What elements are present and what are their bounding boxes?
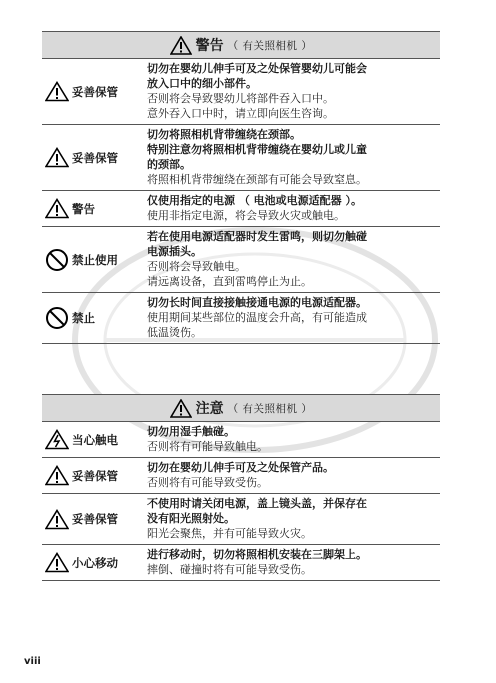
consequence-text: 请远离设备，直到雷鸣停止为止。 — [147, 275, 312, 288]
instruction-text: 切勿将照相机背带缠绕在颈部。 — [147, 128, 301, 141]
row-content — [147, 422, 440, 457]
consequence-text: 将照相机背带缠绕在颈部有可能会导致窒息。 — [147, 173, 367, 186]
row-content — [147, 191, 440, 226]
row-content — [147, 125, 440, 190]
row-label-text: 妥善保管 — [72, 468, 118, 483]
warning-triangle-icon — [45, 465, 72, 486]
warning-triangle-icon — [45, 81, 72, 102]
row-label-text: 妥善保管 — [72, 512, 118, 526]
instruction-text: 没有阳光照射处。 — [147, 512, 235, 525]
instruction-text: 若在使用电源适配器时发生雷鸣，则切勿触碰 — [147, 230, 367, 243]
prohibition-icon — [45, 248, 72, 272]
warning-triangle-icon — [170, 36, 192, 55]
warning-triangle-icon — [170, 399, 192, 418]
warning-section — [42, 31, 440, 344]
instruction-text: 仅使用指定的电源 （ 电池或电源适配器 ）。 — [147, 194, 362, 207]
caution-section-header — [42, 394, 440, 422]
row-label-text: 禁止使用 — [72, 252, 118, 267]
row-label — [42, 458, 147, 493]
table-row — [42, 545, 440, 581]
caution-rows — [42, 422, 440, 581]
instruction-text: 切勿在婴幼儿伸手可及之处保管产品。 — [147, 461, 334, 474]
caution-section-title: 注意 — [195, 401, 224, 417]
prohibition-icon — [45, 306, 72, 330]
electric-shock-triangle-icon — [45, 429, 72, 450]
warning-triangle-icon — [45, 552, 72, 573]
row-content — [147, 494, 440, 544]
consequence-text: 否则将有可能导致受伤。 — [147, 476, 268, 489]
warning-rows — [42, 59, 440, 344]
instruction-text: 进行移动时，切勿将照相机安装在三脚架上。 — [147, 548, 367, 561]
consequence-text: 使用期间某些部位的温度会升高，有可能造成 — [147, 311, 367, 324]
consequence-text: 否则将会导致触电。 — [147, 260, 246, 273]
row-content — [147, 59, 440, 124]
row-content — [147, 458, 440, 493]
row-content — [147, 227, 440, 292]
row-content — [147, 293, 440, 343]
warning-triangle-icon — [45, 147, 72, 168]
consequence-text: 使用非指定电源，将会导致火灾或触电。 — [147, 209, 345, 222]
warning-section-header — [42, 31, 440, 59]
instruction-text: 切勿在婴幼儿伸手可及之处保管婴幼儿可能会 — [147, 62, 367, 75]
warning-triangle-icon — [45, 198, 72, 219]
instruction-text: 切勿长时间直接接触接通电源的电源适配器。 — [147, 296, 367, 309]
caution-section — [42, 394, 440, 581]
warning-section-subtitle: （ 有关照相机 ） — [227, 39, 313, 52]
consequence-text: 意外吞入口中时，请立即向医生咨询。 — [147, 107, 334, 120]
consequence-text: 否则将有可能导致触电。 — [147, 440, 268, 453]
instruction-text: 的颈部。 — [147, 158, 191, 171]
row-label — [42, 293, 147, 343]
instruction-text: 不使用时请关闭电源，盖上镜头盖，并保存在 — [147, 497, 367, 510]
row-label — [42, 125, 147, 190]
instruction-text: 放入口中的细小部件。 — [147, 77, 257, 90]
row-label — [42, 422, 147, 457]
row-label-text: 小心移动 — [72, 555, 118, 570]
warning-triangle-icon — [45, 509, 72, 530]
table-row — [42, 227, 440, 293]
row-label-text: 禁止 — [72, 311, 95, 325]
table-row — [42, 191, 440, 227]
table-row — [42, 59, 440, 125]
table-row — [42, 125, 440, 191]
consequence-text: 低温烫伤。 — [147, 326, 202, 339]
warning-section-title: 警告 — [195, 38, 224, 54]
consequence-text: 阳光会聚焦，并有可能导致火灾。 — [147, 527, 312, 540]
instruction-text: 电源插头。 — [147, 245, 202, 258]
row-label — [42, 191, 147, 226]
row-label-text: 当心触电 — [72, 432, 118, 447]
row-label-text: 妥善保管 — [72, 84, 118, 99]
table-row — [42, 293, 440, 344]
consequence-text: 否则将会导致婴幼儿将部件吞入口中。 — [147, 92, 334, 105]
table-row — [42, 494, 440, 545]
row-label-text: 警告 — [72, 201, 95, 216]
table-row — [42, 458, 440, 494]
page-number: viii — [24, 656, 41, 667]
instruction-text: 特别注意勿将照相机背带缠绕在婴幼儿或儿童 — [147, 143, 367, 156]
row-content — [147, 545, 440, 580]
row-label — [42, 494, 147, 544]
consequence-text: 摔倒、碰撞时将有可能导致受伤。 — [147, 563, 312, 576]
caution-section-subtitle: （ 有关照相机 ） — [227, 402, 313, 415]
row-label — [42, 545, 147, 580]
row-label-text: 妥善保管 — [72, 150, 118, 165]
row-label — [42, 59, 147, 124]
table-row — [42, 422, 440, 458]
instruction-text: 切勿用湿手触碰。 — [147, 425, 235, 438]
row-label — [42, 227, 147, 292]
